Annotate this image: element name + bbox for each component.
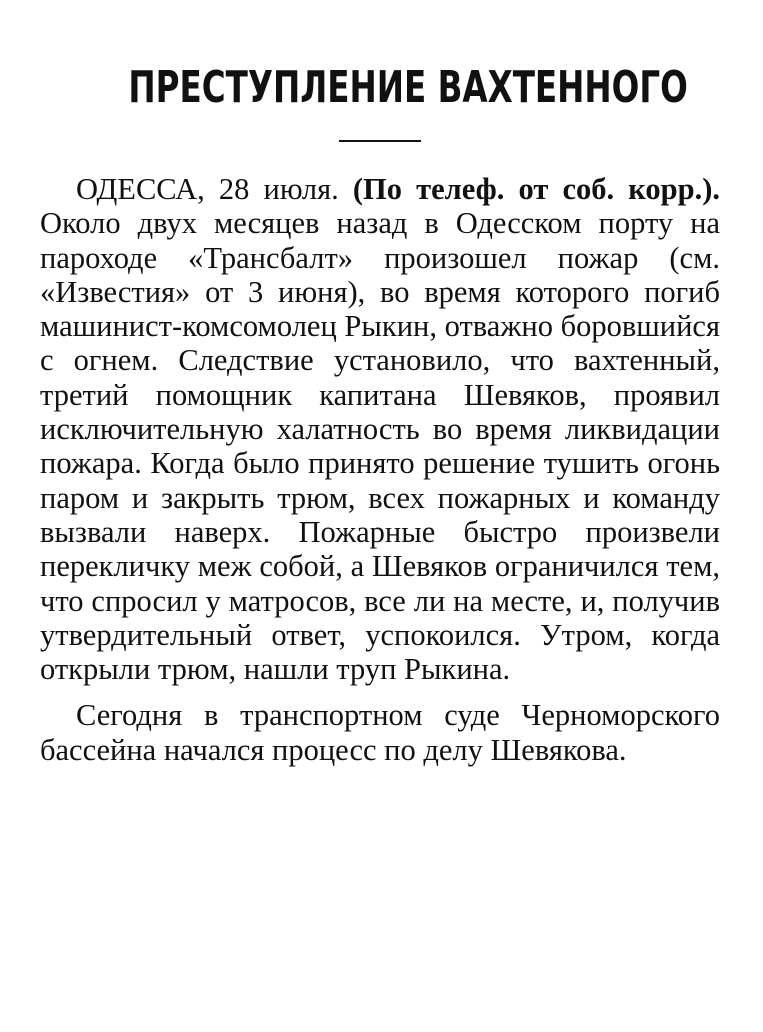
article-paragraph-1 xyxy=(40,172,720,686)
dateline: ОДЕССА, 28 июля. xyxy=(76,172,339,206)
headline-divider xyxy=(339,140,421,142)
headline: ПРЕСТУПЛЕНИЕ ВАХТЕННОГО xyxy=(128,62,688,113)
article-paragraph-2 xyxy=(40,698,720,767)
news-article xyxy=(40,58,720,767)
source-note: (По телеф. от соб. корр.). xyxy=(352,172,720,206)
paragraph-2-text: Сегодня в транспортном суде Черноморского бассейна начался процесс по делу Шевякова. xyxy=(40,698,720,767)
paragraph-1-text: Около двух месяцев назад в Одесском порту на пароходе «Трансбалт» произошел пожар (см. «Известия» от 3 июня), во время которого погиб машинист-комсомолец Рыкин, отважно боровшийся с огнем. Следствие установило, что вахтенный, третий помощник капитана Шевяков, проявил исключительную халатность во время ликвидации пожара. Когда было принято решение тушить огонь паром и закрыть трюм, всех пожарных и команду вызвали наверх. Пожарные быстро произвели перекличку меж собой, а Шевяков ограничился тем, что спросил у матросов, все ли на месте, и, получив утвердительный ответ, успокоился. Утром, когда открыли трюм, нашли труп Рыкина. xyxy=(40,206,720,687)
